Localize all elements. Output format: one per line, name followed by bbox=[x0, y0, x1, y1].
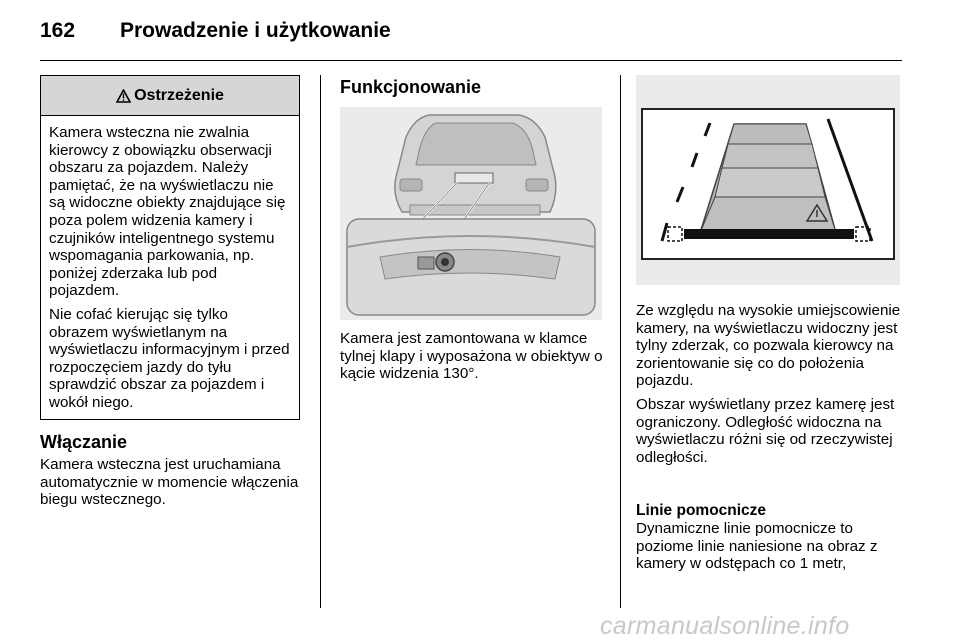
right-column-text bbox=[636, 302, 901, 472]
header-rule bbox=[40, 60, 902, 61]
warning-paragraph: Nie cofać kierując się tylko obrazem wyświetlanym na wyświetlaczu informacyjnym i przed rozpoczęciem jazdy do tyłu sprawdzić obszar za pojazdem i wokół niego. bbox=[49, 305, 290, 411]
rear-camera-illustration bbox=[340, 107, 602, 320]
guidelines-text: Dynamiczne linie pomocnicze to poziome linie naniesione na obraz z kamery w odstępach co 1 metr, bbox=[636, 520, 878, 573]
warning-header bbox=[41, 76, 299, 116]
funkcjonowanie-caption: Kamera jest zamontowana w klamce tylnej klapy i wyposażona w obiektyw o kącie widzenia 130°. bbox=[340, 330, 603, 383]
right-paragraph: Obszar wyświetlany przez kamerę jest ograniczony. Odległość widoczna na wyświetlaczu różni się od rzeczywistej odległości. bbox=[636, 395, 895, 466]
column-divider bbox=[320, 75, 321, 608]
warning-triangle-icon bbox=[116, 89, 131, 103]
subheading-linie-pomocnicze: Linie pomocnicze bbox=[636, 502, 767, 519]
running-title: Prowadzenie i użytkowanie bbox=[120, 19, 391, 42]
warning-box bbox=[40, 75, 300, 420]
page-header bbox=[40, 19, 900, 47]
wlaczanie-text: Kamera wsteczna jest uruchamiana automatycznie w momencie włączenia biegu wstecznego. bbox=[40, 456, 299, 509]
section-heading-wlaczanie: Włączanie bbox=[40, 432, 128, 452]
warning-body bbox=[41, 116, 299, 412]
right-paragraph: Ze względu na wysokie umiejscowienie kamery, na wyświetlaczu widoczny jest tylny zderzak, co pozwala kierowcy na zorientowanie się co do położenia pojazdu. bbox=[636, 302, 901, 390]
section-heading-funkcjonowanie: Funkcjonowanie bbox=[340, 77, 482, 97]
column-divider bbox=[620, 75, 621, 608]
warning-title: Ostrzeżenie bbox=[134, 86, 224, 104]
watermark: carmanualsonline.info bbox=[600, 612, 850, 640]
warning-paragraph: Kamera wsteczna nie zwalnia kierowcy z obowiązku obserwacji obszaru za pojazdem. Należy pamiętać, że na wyświetlaczu nie są widoczne obiekty znajdujące się poza polem widzenia kamery i czujników inteligentnego systemu wspomagania parkowania, np. poniżej zderzaka lub pod pojazdem. bbox=[49, 124, 286, 300]
page-number: 162 bbox=[40, 19, 76, 42]
camera-display-illustration bbox=[636, 75, 900, 285]
